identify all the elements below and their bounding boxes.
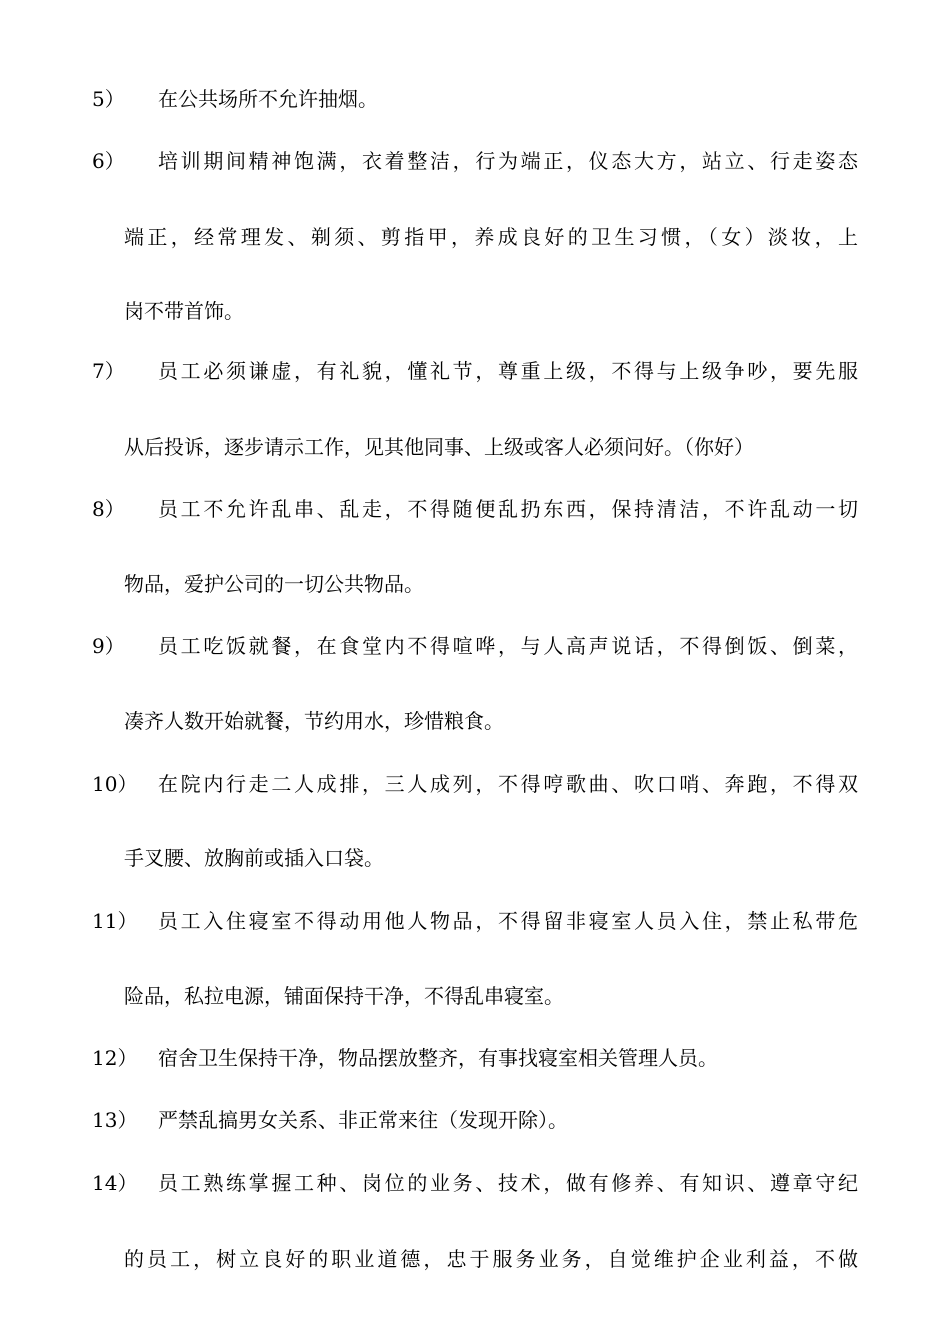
- item-text-line: 岗不带首饰。: [124, 299, 244, 323]
- item-number: 5）: [92, 87, 125, 111]
- item-number: 9）: [92, 634, 125, 658]
- item-number: 14）: [92, 1171, 138, 1195]
- item-number: 11）: [92, 909, 138, 933]
- item-text-line: 员工必须谦虚，有礼貌，懂礼节，尊重上级，不得与上级争吵，要先服: [158, 359, 858, 383]
- item-number: 8）: [92, 497, 125, 521]
- item-text-line: 员工入住寝室不得动用他人物品，不得留非寝室人员入住，禁止私带危: [158, 909, 858, 933]
- item-number: 10）: [92, 772, 138, 796]
- item-text-line: 严禁乱搞男女关系、非正常来往（发现开除）。: [158, 1108, 568, 1132]
- item-text-line: 在院内行走二人成排，三人成列，不得哼歌曲、吹口哨、奔跑，不得双: [158, 772, 858, 796]
- item-number: 13）: [92, 1108, 138, 1132]
- item-text-line: 的员工，树立良好的职业道德，忠于服务业务，自觉维护企业利益，不做: [124, 1247, 858, 1271]
- item-number: 6）: [92, 149, 125, 173]
- item-text-line: 宿舍卫生保持干净，物品摆放整齐，有事找寝室相关管理人员。: [158, 1046, 718, 1070]
- item-text-line: 培训期间精神饱满，衣着整洁，行为端正，仪态大方，站立、行走姿态: [158, 149, 858, 173]
- item-text-line: 险品，私拉电源，铺面保持干净，不得乱串寝室。: [124, 984, 564, 1008]
- item-text-line: 在公共场所不允许抽烟。: [158, 87, 378, 111]
- item-text-line: 端正，经常理发、剃须、剪指甲，养成良好的卫生习惯，（女）淡妆，上: [124, 225, 858, 249]
- item-text-line: 员工熟练掌握工种、岗位的业务、技术，做有修养、有知识、遵章守纪: [158, 1171, 858, 1195]
- item-text-line: 物品，爱护公司的一切公共物品。: [124, 572, 424, 596]
- item-number: 7）: [92, 359, 125, 383]
- item-text-line: 手叉腰、放胸前或插入口袋。: [124, 846, 384, 870]
- item-text-line: 员工吃饭就餐，在食堂内不得喧哗，与人高声说话，不得倒饭、倒菜，: [158, 634, 858, 658]
- item-text-line: 凑齐人数开始就餐，节约用水，珍惜粮食。: [124, 709, 504, 733]
- item-number: 12）: [92, 1046, 138, 1070]
- item-text-line: 员工不允许乱串、乱走，不得随便乱扔东西，保持清洁，不许乱动一切: [158, 497, 858, 521]
- item-text-line: 从后投诉，逐步请示工作，见其他同事、上级或客人必须问好。（你好）: [124, 435, 754, 459]
